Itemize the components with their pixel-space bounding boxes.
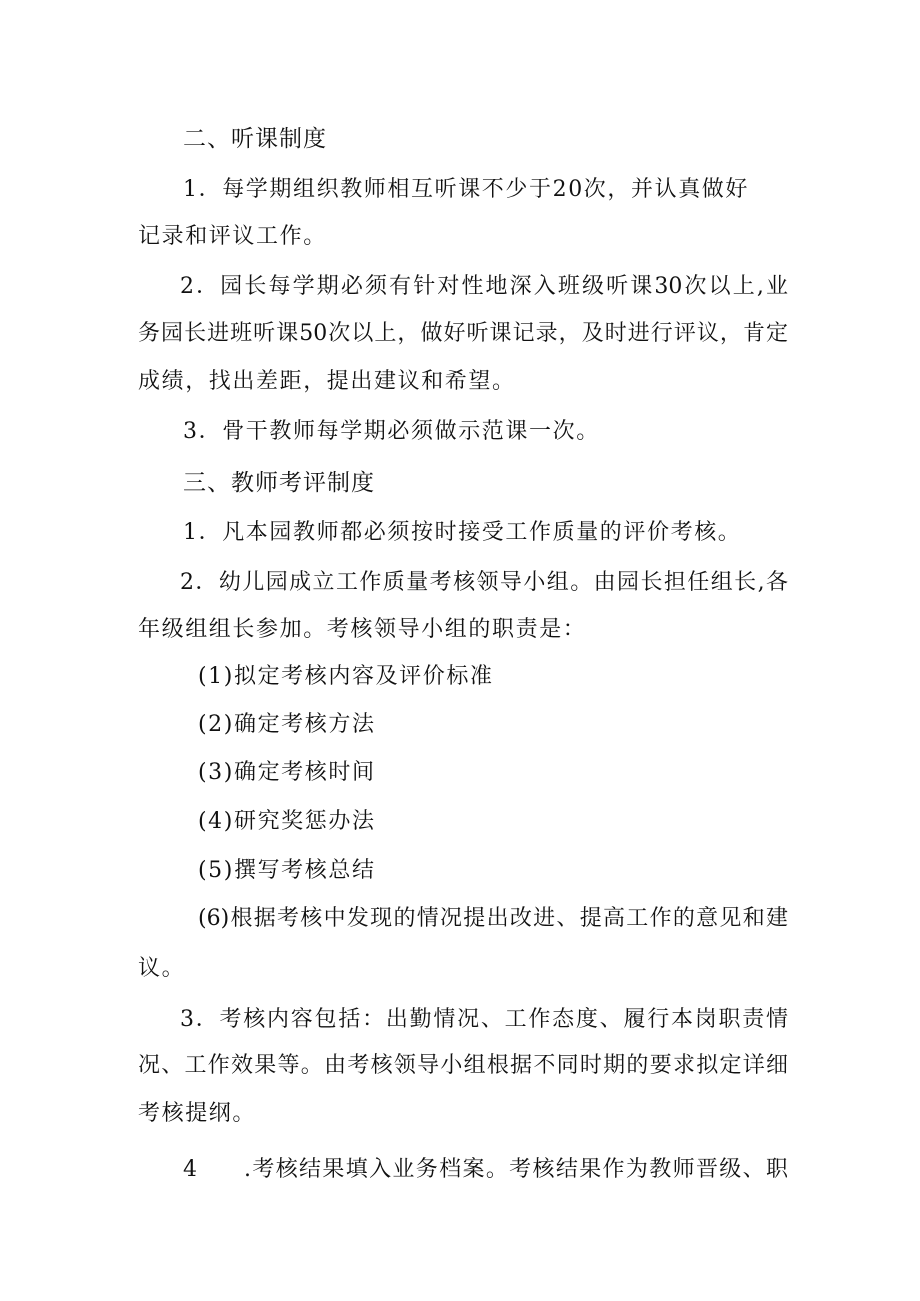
paragraph-evaluation-4-line-1: .考核结果填入业务档案。考核结果作为教师晋级、职 xyxy=(244,1157,788,1182)
paragraph-evaluation-3-line-2: 况、工作效果等。由考核领导小组根据不同时期的要求拟定详细 xyxy=(138,1053,788,1078)
paragraph-listening-2-line-2: 务园长进班听课50次以上，做好听课记录，及时进行评议，肯定 xyxy=(138,321,788,346)
paragraph-listening-2-line-3: 成绩，找出差距，提出建议和希望。 xyxy=(138,369,516,394)
duty-item-5: (5)撰写考核总结 xyxy=(198,858,376,883)
paragraph-listening-1-line-1: 1．每学期组织教师相互听课不少于20次，并认真做好 xyxy=(183,177,749,202)
paragraph-listening-1-line-2: 记录和评议工作。 xyxy=(138,224,327,249)
duty-item-4: (4)研究奖惩办法 xyxy=(198,809,376,834)
section-heading-evaluation: 三、教师考评制度 xyxy=(183,470,375,496)
section-heading-listening: 二、听课制度 xyxy=(183,126,327,152)
paragraph-evaluation-2-line-2: 年级组组长参加。考核领导小组的职责是： xyxy=(138,617,587,642)
paragraph-listening-3-line-1: 3．骨干教师每学期必须做示范课一次。 xyxy=(183,419,600,444)
paragraph-evaluation-3-line-3: 考核提纲。 xyxy=(138,1101,257,1126)
paragraph-listening-2-line-1: 2．园长每学期必须有针对性地深入班级听课30次以上,业 xyxy=(180,274,788,299)
paragraph-evaluation-3-line-1: 3．考核内容包括：出勤情况、工作态度、履行本岗职责情 xyxy=(180,1007,788,1032)
paragraph-evaluation-2-line-1: 2．幼儿园成立工作质量考核领导小组。由园长担任组长,各 xyxy=(180,570,788,595)
duty-item-6-line-1: (6)根据考核中发现的情况提出改进、提高工作的意见和建 xyxy=(198,906,788,931)
paragraph-evaluation-1-line-1: 1．凡本园教师都必须按时接受工作质量的评价考核。 xyxy=(183,520,742,545)
duty-item-3: (3)确定考核时间 xyxy=(198,760,376,785)
paragraph-evaluation-4-number: 4 xyxy=(183,1157,197,1182)
duty-item-6-line-2: 议。 xyxy=(138,956,186,981)
duty-item-1: (1)拟定考核内容及评价标准 xyxy=(198,664,494,689)
duty-item-2: (2)确定考核方法 xyxy=(198,712,376,737)
